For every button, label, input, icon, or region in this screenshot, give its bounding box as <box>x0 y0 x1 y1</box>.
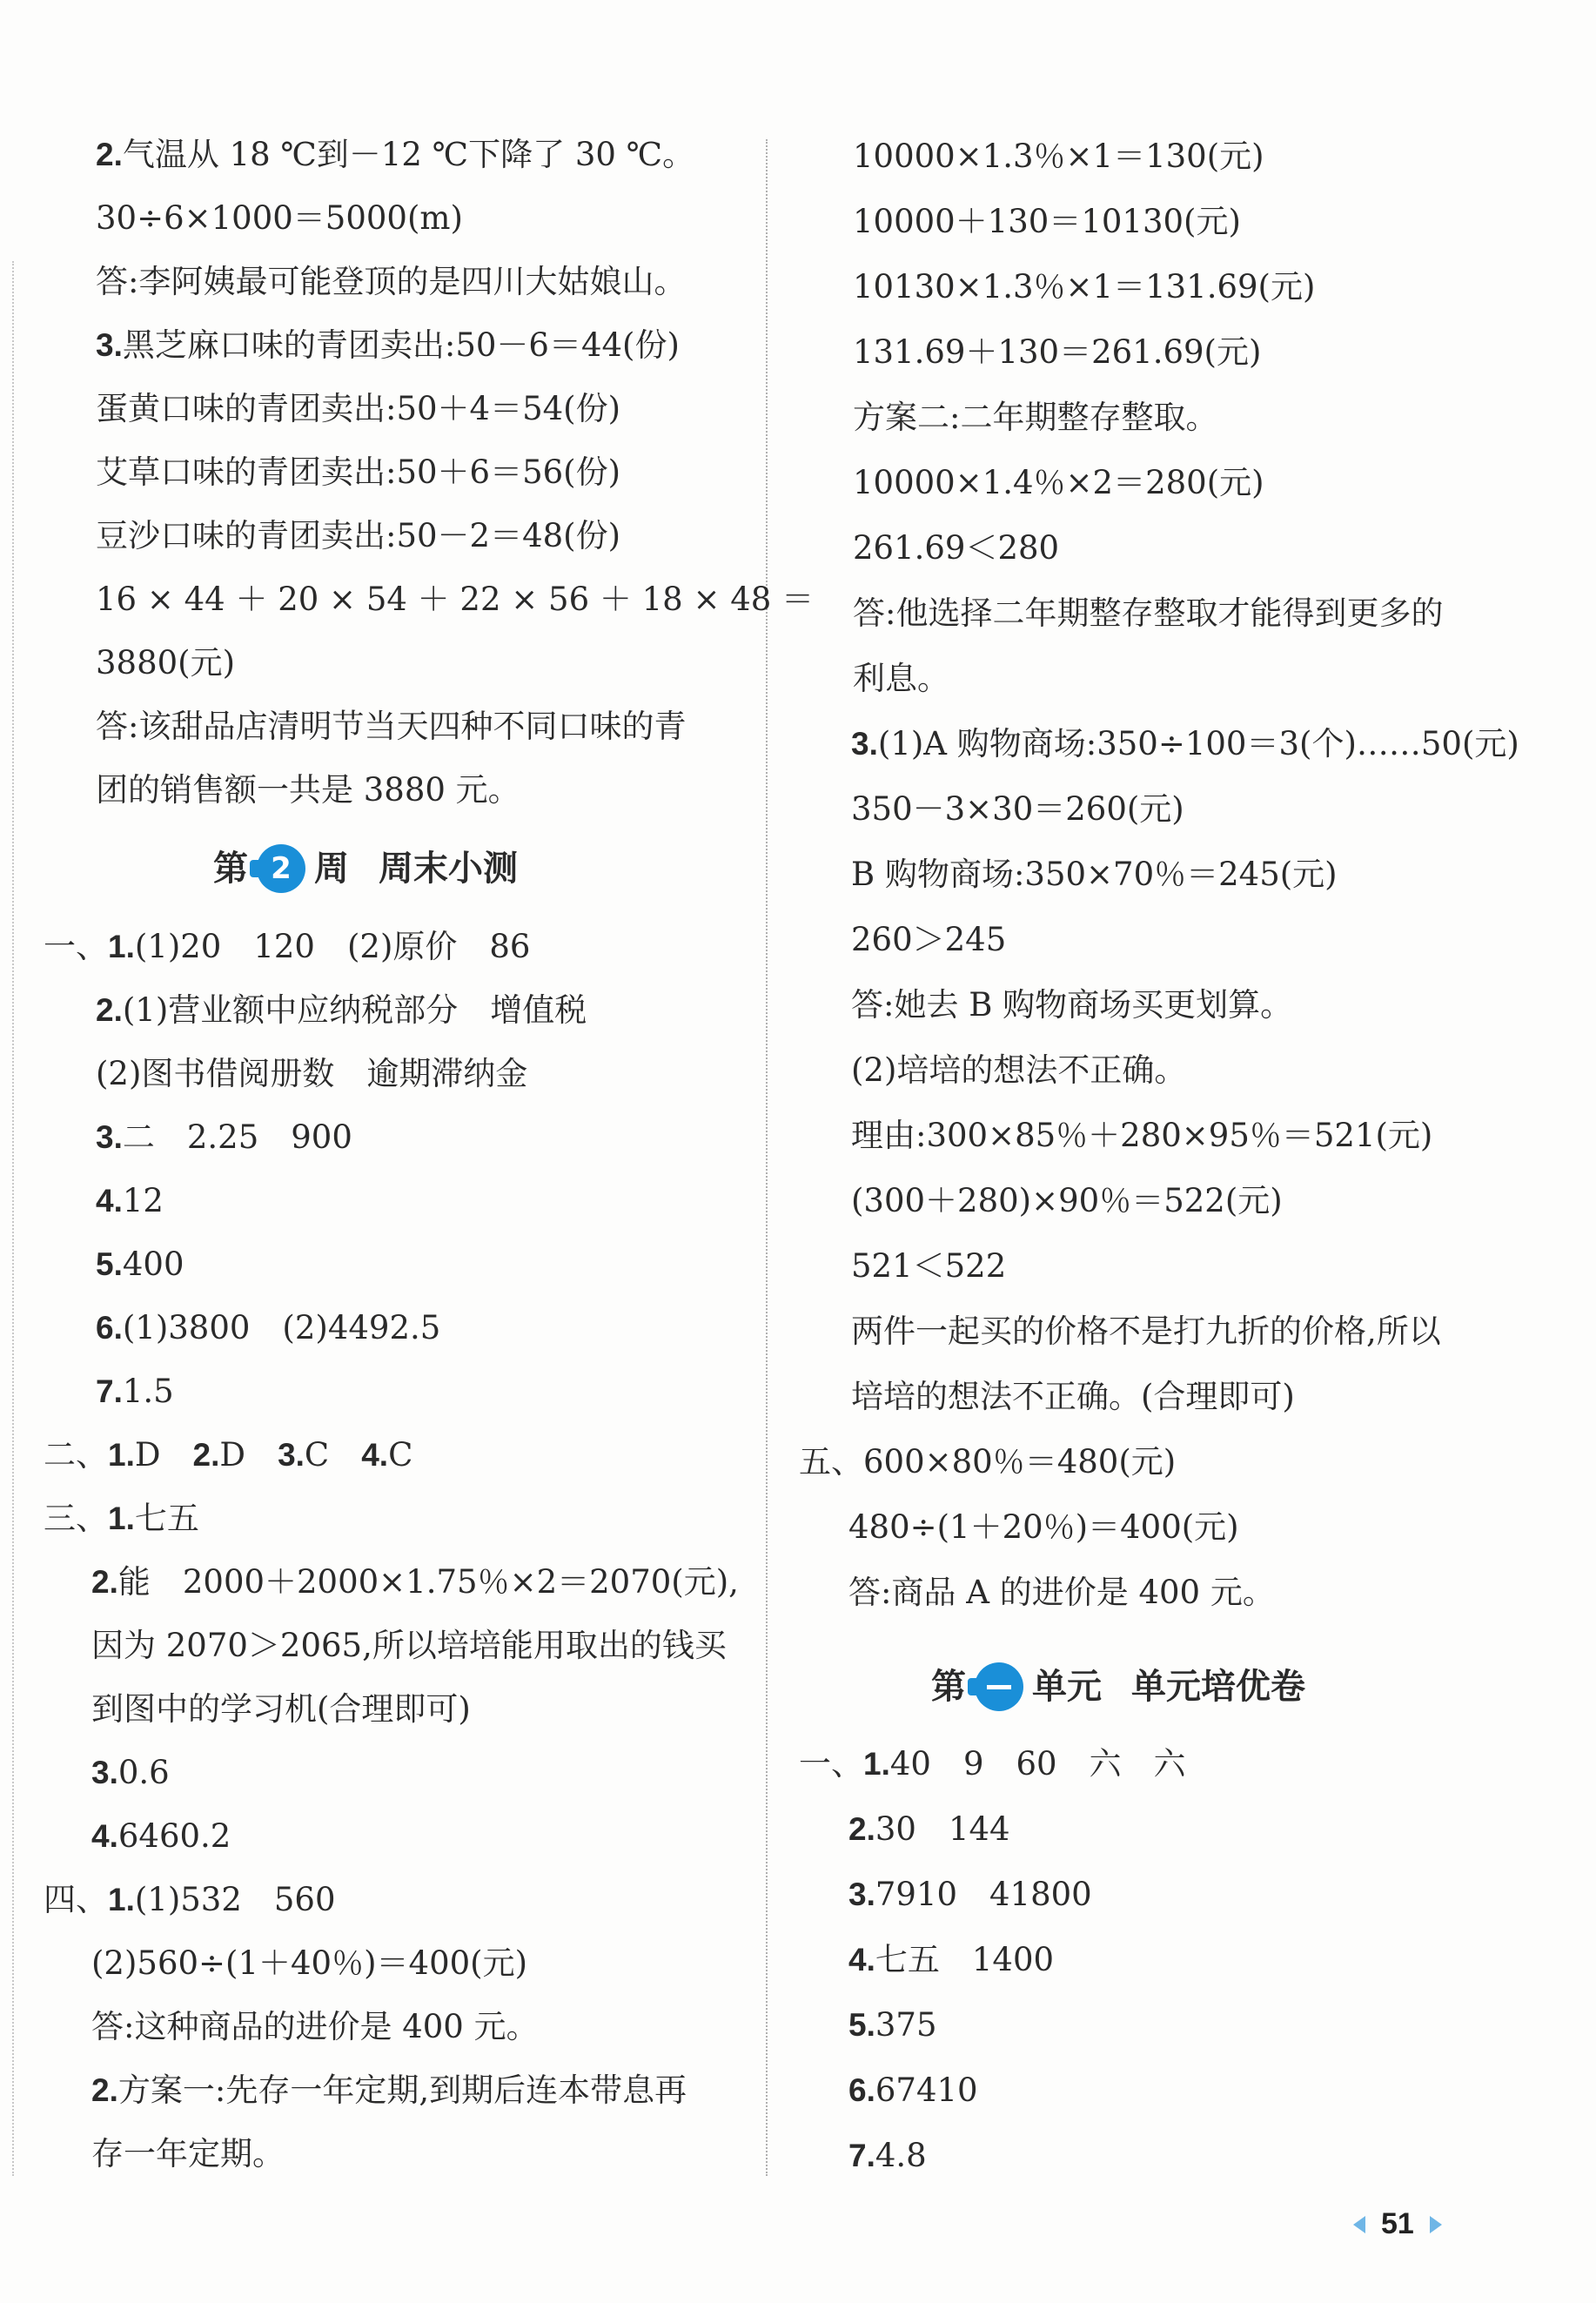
answer-line: 5.400 <box>96 1246 184 1283</box>
answer-line: 10000＋130＝10130(元) <box>853 203 1241 240</box>
answer-line: 3.二 2.25 900 <box>96 1118 352 1156</box>
answer-line: 3.0.6 <box>91 1754 170 1791</box>
answer-line: 二、1.D 2.D 3.C 4.C <box>44 1436 413 1474</box>
answer-line: 4.12 <box>96 1182 164 1219</box>
answer-line: 2.方案一:先存一年定期,到期后连本带息再 <box>91 2071 687 2109</box>
answer-line: 四、1.(1)532 560 <box>44 1881 336 1918</box>
answer-line: 480÷(1＋20％)＝400(元) <box>848 1508 1239 1546</box>
answer-line: 10000×1.3％×1＝130(元) <box>853 138 1264 175</box>
page-number: 51 <box>1381 2207 1414 2240</box>
answer-line: 30÷6×1000＝5000(m) <box>96 199 463 237</box>
answer-line: 2.30 144 <box>848 1810 1010 1848</box>
answer-line: 因为 2070＞2065,所以培培能用取出的钱买 <box>91 1627 727 1664</box>
answer-line: 答:他选择二年期整存整取才能得到更多的 <box>853 594 1444 632</box>
answer-line: 方案二:二年期整存整取。 <box>853 399 1218 436</box>
answer-line: (2)培培的想法不正确。 <box>851 1051 1187 1089</box>
answer-line: 521＜522 <box>851 1247 1007 1285</box>
answer-line: 艾草口味的青团卖出:50＋6＝56(份) <box>96 453 621 491</box>
answer-line: 豆沙口味的青团卖出:50－2＝48(份) <box>96 517 621 554</box>
answer-line: 2.(1)营业额中应纳税部分 增值税 <box>96 991 587 1029</box>
answer-line: 3.7910 41800 <box>848 1876 1092 1913</box>
answer-line: 16 × 44 ＋ 20 × 54 ＋ 22 × 56 ＋ 18 × 48 ＝ <box>96 581 815 618</box>
next-page-icon[interactable] <box>1430 2216 1442 2233</box>
page-footer <box>1353 2207 1442 2241</box>
answer-line: 6.67410 <box>848 2071 978 2109</box>
section-heading-week-2: 第 2 周 周末小测 <box>213 843 518 895</box>
answer-line: (300＋280)×90％＝522(元) <box>851 1182 1283 1219</box>
margin-dotted-line <box>12 261 14 2176</box>
answer-line: 三、1.七五 <box>44 1500 199 1537</box>
previous-page-icon[interactable] <box>1353 2216 1365 2233</box>
answer-line: 2.气温从 18 ℃到－12 ℃下降了 30 ℃。 <box>96 136 695 173</box>
answer-line: 两件一起买的价格不是打九折的价格,所以 <box>851 1313 1441 1350</box>
answer-line: 7.1.5 <box>96 1373 174 1410</box>
answer-line: 理由:300×85％＋280×95％＝521(元) <box>851 1117 1433 1154</box>
answer-line: 2.能 2000＋2000×1.75％×2＝2070(元), <box>91 1563 739 1601</box>
answer-line: 350－3×30＝260(元) <box>851 790 1184 828</box>
number-badge-icon: 2 <box>257 844 305 893</box>
answer-line: 利息。 <box>853 660 949 697</box>
answer-line: 五、600×80％＝480(元) <box>799 1443 1177 1480</box>
answer-line: 答:这种商品的进价是 400 元。 <box>91 2008 539 2045</box>
answer-line: 一、1.40 9 60 六 六 <box>799 1745 1186 1783</box>
answer-line: 260＞245 <box>851 921 1007 958</box>
answer-line: 团的销售额一共是 3880 元。 <box>96 771 520 809</box>
answer-line: 答:她去 B 购物商场买更划算。 <box>851 986 1293 1024</box>
answer-line: 3.黑芝麻口味的青团卖出:50－6＝44(份) <box>96 326 680 364</box>
column-divider <box>766 139 768 2176</box>
answer-line: 蛋黄口味的青团卖出:50＋4＝54(份) <box>96 390 621 427</box>
answer-line: 答:李阿姨最可能登顶的是四川大姑娘山。 <box>96 263 687 300</box>
answer-line: 7.4.8 <box>848 2137 927 2174</box>
answer-line: 到图中的学习机(合理即可) <box>91 1690 471 1728</box>
answer-line: (2)图书借阅册数 逾期滞纳金 <box>96 1055 528 1092</box>
answer-line: 答:该甜品店清明节当天四种不同口味的青 <box>96 708 687 745</box>
answer-line: 10130×1.3％×1＝131.69(元) <box>853 268 1316 306</box>
answer-line: 4.6460.2 <box>91 1817 231 1855</box>
answer-line: 5.375 <box>848 2006 937 2044</box>
answer-line: 261.69＜280 <box>853 529 1060 567</box>
answer-line: 存一年定期。 <box>91 2135 285 2172</box>
answer-line: 培培的想法不正确。(合理即可) <box>851 1378 1295 1415</box>
answer-line: 3.(1)A 购物商场:350÷100＝3(个)……50(元) <box>851 725 1519 762</box>
answer-line: 3880(元) <box>96 644 236 682</box>
answer-line: 10000×1.4％×2＝280(元) <box>853 464 1264 501</box>
answer-line: 4.七五 1400 <box>848 1941 1055 1978</box>
answer-line: 答:商品 A 的进价是 400 元。 <box>848 1574 1275 1611</box>
unit-number-badge-icon <box>975 1662 1023 1711</box>
answer-line: 一、1.(1)20 120 (2)原价 86 <box>44 928 531 965</box>
answer-line: 6.(1)3800 (2)4492.5 <box>96 1309 441 1346</box>
answer-line: (2)560÷(1＋40％)＝400(元) <box>91 1944 528 1982</box>
answer-line: 131.69＋130＝261.69(元) <box>853 333 1262 371</box>
section-heading-unit-2: 第 单元 单元培优卷 <box>931 1661 1305 1713</box>
answer-line: B 购物商场:350×70％＝245(元) <box>851 856 1338 893</box>
